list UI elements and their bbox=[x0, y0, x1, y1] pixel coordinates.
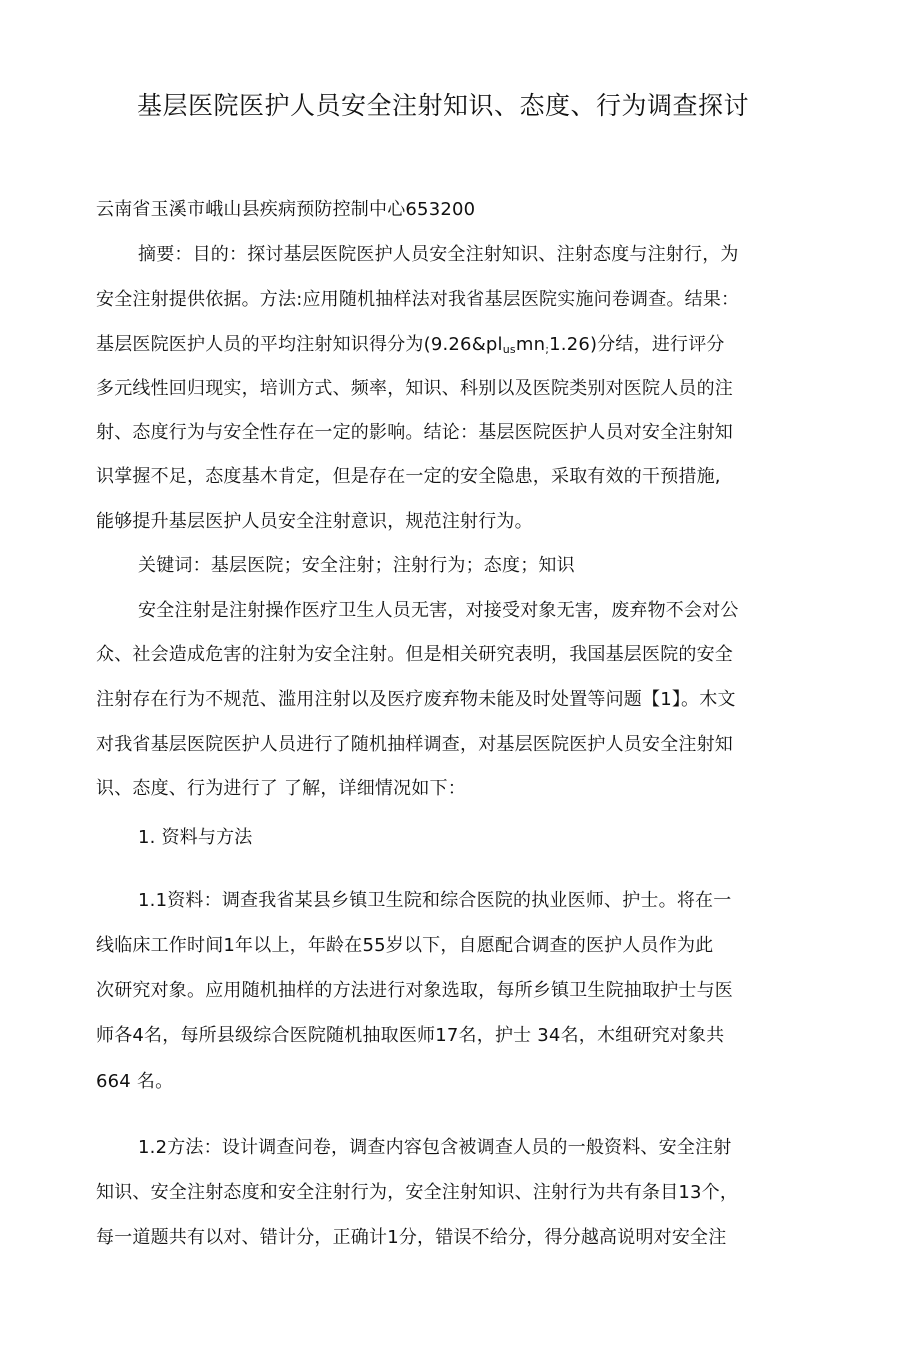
section-1-1-line-5: 664 名。 bbox=[96, 1071, 174, 1092]
abstract-line-6: 识掌握不足，态度基木肯定，但是存在一定的安全隐患，采取有效的干预措施, bbox=[96, 466, 721, 487]
abstract-line-3-post: 1.26)分结，进行评分 bbox=[549, 334, 725, 355]
abstract-line-3 bbox=[96, 332, 725, 363]
abstract-line-3-mid: mn bbox=[515, 334, 546, 355]
abstract-line-7: 能够提升基层医护人员安全注射意识，规范注射行为。 bbox=[96, 511, 533, 532]
affiliation: 云南省玉溪市峨山县疾病预防控制中心653200 bbox=[96, 199, 476, 220]
intro-line-3: 注射存在行为不规范、滥用注射以及医疗废弃物未能及时处置等问题【1】。木文 bbox=[96, 689, 736, 710]
keywords: 关键词：基层医院；安全注射；注射行为；态度；知识 bbox=[138, 555, 575, 576]
abstract-line-1: 摘要：目的：探讨基层医院医护人员安全注射知识、注射态度与注射行，为 bbox=[138, 244, 739, 265]
section-1-heading: 1. 资料与方法 bbox=[138, 827, 253, 848]
section-1-1-line-3: 次研究对象。应用随机抽样的方法进行对象选取，每所乡镇卫生院抽取护士与医 bbox=[96, 980, 733, 1001]
abstract-line-3-sub: us bbox=[502, 343, 516, 356]
section-1-2-line-2: 知识、安全注射态度和安全注射行为，安全注射知识、注射行为共有条目13个， bbox=[96, 1182, 739, 1203]
section-1-1-line-4: 师各4名，每所县级综合医院随机抽取医师17名，护士 34名，木组研究对象共 bbox=[96, 1025, 725, 1046]
section-1-1-line-2: 线临床工作时间1年以上，年龄在55岁以下，自愿配合调查的医护人员作为此 bbox=[96, 935, 714, 956]
document-title: 基层医院医护人员安全注射知识、态度、行为调查探讨 bbox=[136, 91, 749, 120]
abstract-line-2: 安全注射提供依据。方法:应用随机抽样法对我省基层医院实施问卷调查。结果： bbox=[96, 289, 740, 310]
section-1-1-line-1: 1.1资料：调查我省某县乡镇卫生院和综合医院的执业医师、护士。将在一 bbox=[138, 890, 732, 911]
intro-line-4: 对我省基层医院医护人员进行了随机抽样调查，对基层医院医护人员安全注射知 bbox=[96, 734, 733, 755]
abstract-line-3-pre: 基层医院医护人员的平均注射知识得分为(9.26&pl bbox=[96, 334, 503, 355]
intro-line-2: 众、社会造成危害的注射为安全注射。但是相关研究表明，我国基层医院的安全 bbox=[96, 644, 733, 665]
section-1-2-line-3: 每一道题共有以对、错计分，正确计1分，错误不给分，得分越高说明对安全注 bbox=[96, 1227, 727, 1248]
section-1-2-line-1: 1.2方法：设计调查问卷，调查内容包含被调查人员的一般资料、安全注射 bbox=[138, 1137, 732, 1158]
intro-line-1: 安全注射是注射操作医疗卫生人员无害，对接受对象无害，废弃物不会对公 bbox=[138, 600, 739, 621]
intro-line-5: 识、态度、行为进行了 了解，详细情况如下： bbox=[96, 778, 466, 799]
abstract-line-5: 射、态度行为与安全性存在一定的影响。结论：基层医院医护人员对安全注射知 bbox=[96, 422, 733, 443]
abstract-line-4: 多元线性回归现实，培训方式、频率，知识、科别以及医院类别对医院人员的注 bbox=[96, 378, 733, 399]
abstract-line-3-sub2: ; bbox=[545, 343, 550, 356]
